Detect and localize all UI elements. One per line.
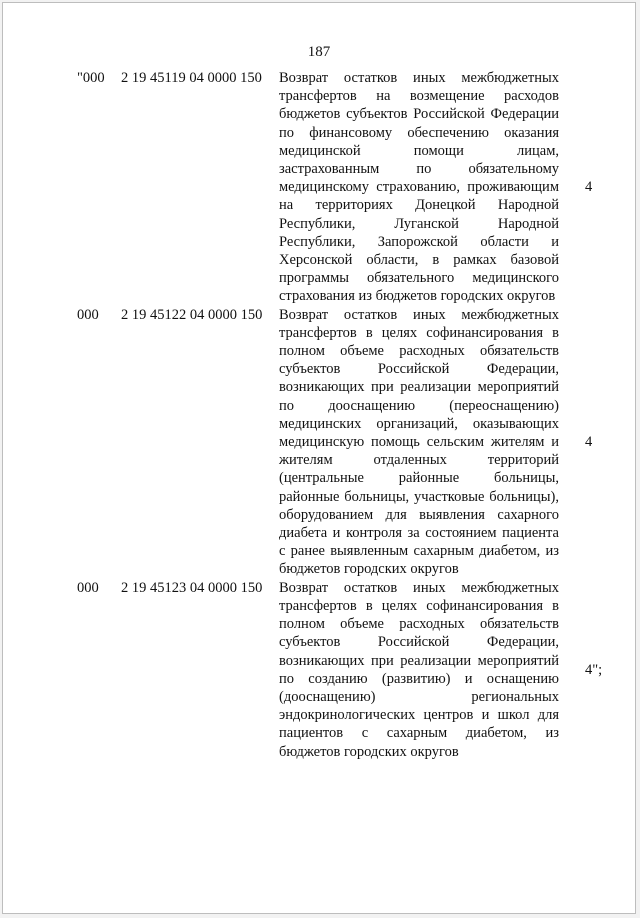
page-number: 187 xyxy=(307,44,331,60)
row-amount: 4 xyxy=(585,179,593,196)
classification-code: 2 19 45122 04 0000 150 xyxy=(121,306,263,323)
row-description: Возврат остатков иных межбюджетных трансфертов в целях софинансирования в полном объеме расходных обязательств субъектов Российской Федерации, возникающих при реализации мероприятий по дооснащению (переоснащению) медицинских организаций, оказывающих медицинскую помощь сельским жителям и жителям отдаленных территорий (центральные районные больницы, районные больницы, участковые больницы), оборудованием для выявления сахарного диабета и контроля за состоянием пациента с ранее выявленным сахарным диабетом, из бюджетов городских округов xyxy=(279,306,559,578)
row-amount-cell xyxy=(573,69,623,306)
document-page xyxy=(2,2,636,914)
admin-code: 000 xyxy=(77,579,99,596)
budget-code-table xyxy=(3,69,635,761)
table-row xyxy=(3,306,635,579)
row-description: Возврат остатков иных межбюджетных трансфертов в целях софинансирования в полном объеме расходных обязательств субъектов Российской Федерации, возникающих при реализации мероприятий по созданию (развитию) и оснащению (дооснащению) региональных эндокринологических центров и школ для пациентов с сахарным диабетом, из бюджетов городских округов xyxy=(279,579,559,760)
row-amount: 4"; xyxy=(585,661,603,678)
table-row xyxy=(3,579,635,761)
classification-code: 2 19 45123 04 0000 150 xyxy=(121,579,263,596)
row-amount: 4 xyxy=(585,434,593,451)
table-row xyxy=(3,69,635,306)
admin-code: 000 xyxy=(77,306,99,323)
admin-code: "000 xyxy=(77,70,105,86)
row-amount-cell xyxy=(573,306,623,579)
row-description: Возврат остатков иных межбюджетных трансфертов на возмещение расходов бюджетов субъектов Российской Федерации по финансовому обеспечению оказания медицинской помощи лицам, застрахованным по обязательному медицинскому страхованию, проживающим на территориях Донецкой Народной Республики, Луганской Народной Республики, Запорожской области и Херсонской области, в рамках базовой программы обязательного медицинского страхования из бюджетов городских округов xyxy=(279,70,559,305)
row-amount-cell xyxy=(573,579,623,761)
classification-code: 2 19 45119 04 0000 150 xyxy=(121,70,262,86)
